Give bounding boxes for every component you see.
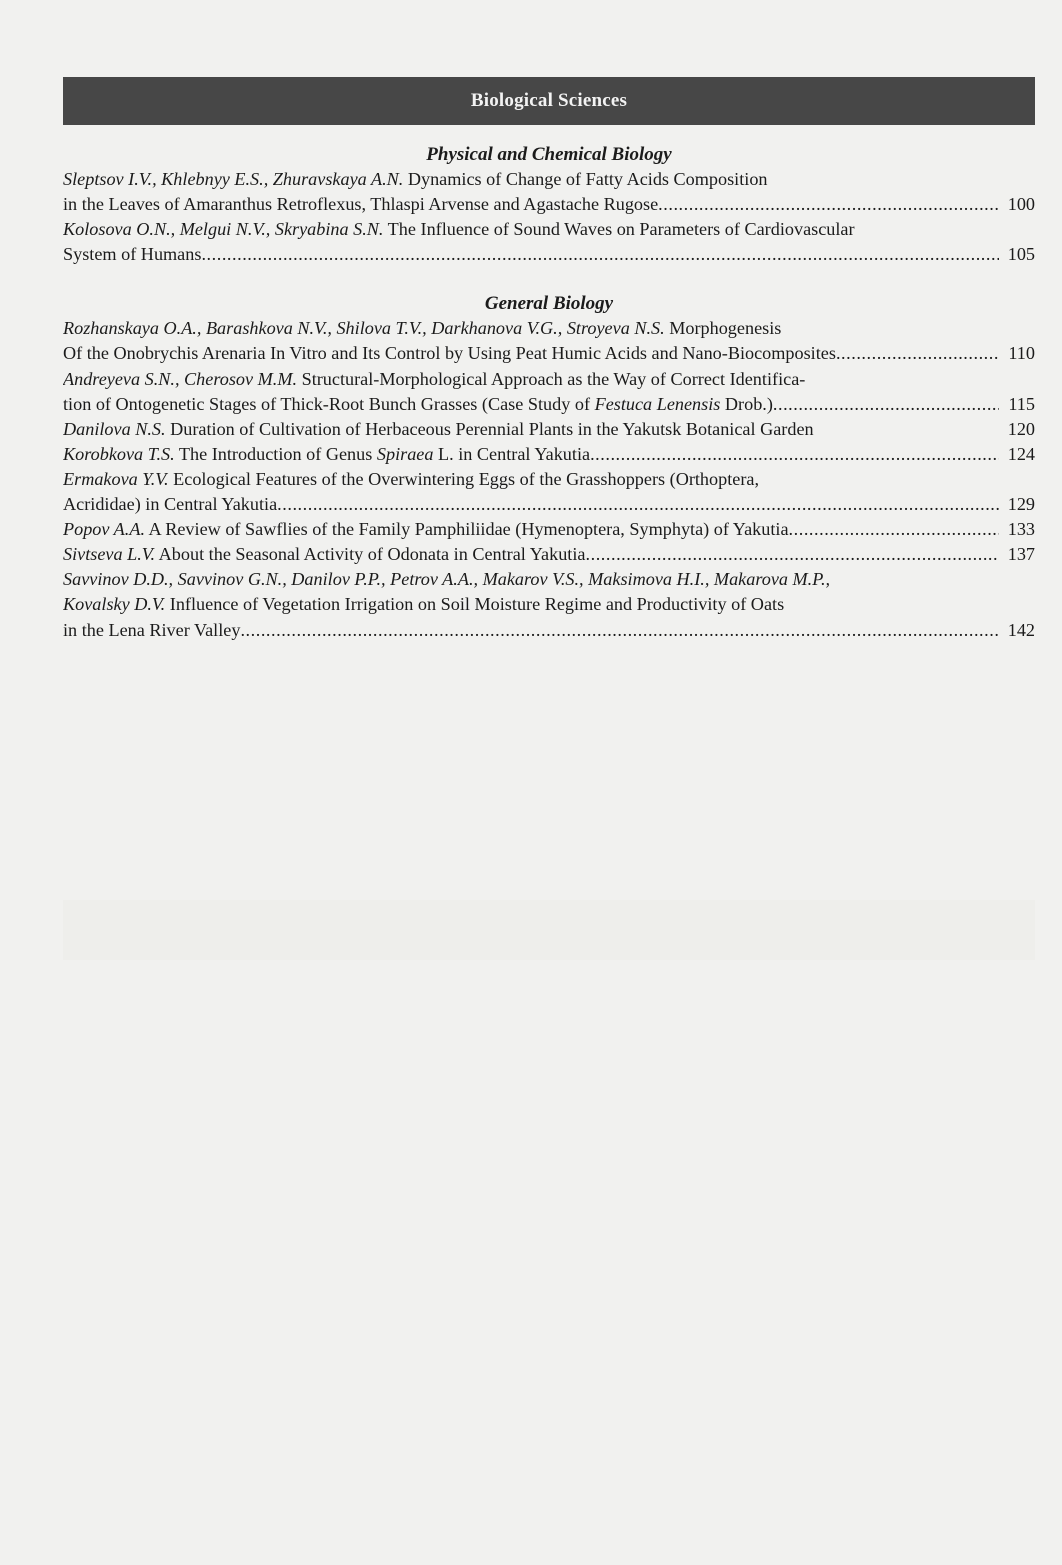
banner-title: Biological Sciences — [470, 90, 628, 111]
toc-entry-line — [63, 167, 1035, 192]
toc-entry-line[interactable] — [63, 392, 1035, 417]
entry-authors: Andreyeva S.N., Cherosov M.M. — [63, 368, 298, 389]
entry-authors: Sleptsov I.V., Khlebnyy E.S., Zhuravskaya A.N. — [63, 169, 404, 189]
show-through-band — [63, 900, 1035, 960]
toc-entry-line[interactable] — [63, 542, 1035, 567]
toc-entry-line[interactable] — [63, 242, 1035, 267]
page-number: 105 — [1007, 244, 1035, 265]
page-number: 120 — [1007, 418, 1035, 439]
entry-title: Ecological Features of the Overwintering Eggs of the Grasshoppers (Orthoptera, — [168, 468, 760, 489]
toc-entry-line[interactable] — [63, 492, 1035, 517]
toc-entry-line[interactable] — [63, 192, 1035, 217]
entry-authors: Ermakova Y.V. — [63, 468, 169, 489]
entry-title: System of Humans — [63, 244, 202, 265]
entry-title: About the Seasonal Activity of Odonata in Central Yakutia — [155, 544, 586, 565]
toc-entry-line — [63, 592, 1035, 617]
entry-title: The Introduction of Genus — [174, 443, 377, 464]
toc-entry-line — [63, 316, 1035, 341]
dot-leader — [773, 392, 999, 417]
entry-authors: Kovalsky D.V. — [63, 594, 166, 615]
dot-leader — [658, 192, 999, 217]
toc-entry-line[interactable] — [63, 517, 1035, 542]
entry-title: Dynamics of Change of Fatty Acids Composition — [403, 169, 768, 189]
toc-entry-line — [63, 567, 1035, 592]
page-number: 133 — [1007, 519, 1035, 540]
dot-leader — [201, 242, 999, 267]
entry-title: Drob.) — [720, 393, 773, 414]
page-number: 124 — [1007, 443, 1035, 464]
entry-authors: Sivtseva L.V. — [63, 544, 156, 565]
section-title-physical-chemical: Physical and Chemical Biology — [426, 144, 672, 165]
page-number: 142 — [1007, 619, 1035, 640]
entry-authors: Popov A.A. — [63, 519, 145, 540]
page-number: 100 — [1007, 194, 1035, 215]
dot-leader — [590, 442, 999, 467]
entry-title: Structural-Morphological Approach as the Way of Correct Identifica- — [297, 368, 806, 389]
entry-title: Morphogenesis — [664, 318, 782, 339]
toc-entry-line[interactable] — [63, 417, 1035, 442]
dot-leader — [586, 542, 1000, 567]
entry-authors: Danilova N.S. — [63, 418, 166, 439]
page-number: 137 — [1007, 544, 1035, 565]
entry-title: Duration of Cultivation of Herbaceous Perennial Plants in the Yakutsk Botanical Garden — [165, 418, 814, 439]
entry-authors: Rozhanskaya O.A., Barashkova N.V., Shilova T.V., Darkhanova V.G., Stroyeva N.S. — [63, 318, 665, 339]
species-name: Festuca Lenensis — [594, 393, 721, 414]
toc-entry-line[interactable] — [63, 618, 1035, 643]
entry-title: A Review of Sawflies of the Family Pamphiliidae (Hymenoptera, Symphyta) of Yakutia — [145, 519, 789, 540]
page-number: 129 — [1007, 494, 1035, 515]
entry-title: Acrididae) in Central Yakutia — [63, 494, 278, 515]
entry-title: Influence of Vegetation Irrigation on Soil Moisture Regime and Productivity of Oats — [165, 594, 785, 615]
page-number: 110 — [1008, 343, 1035, 364]
toc-entry-line — [63, 217, 1035, 242]
entry-authors: Kolosova O.N., Melgui N.V., Skryabina S.N. — [63, 219, 384, 240]
dot-leader — [277, 492, 999, 517]
entry-title: The Influence of Sound Waves on Parameters of Cardiovascular — [383, 219, 855, 240]
toc-entry-line[interactable] — [63, 442, 1035, 467]
toc-entry-line — [63, 367, 1035, 392]
section-banner — [63, 77, 1035, 125]
dot-leader — [836, 341, 999, 366]
entry-authors: Korobkova T.S. — [63, 443, 175, 464]
page-number: 115 — [1008, 393, 1035, 414]
entry-title: in the Leaves of Amaranthus Retroflexus, Thlaspi Arvense and Agastache Rugose — [63, 194, 659, 215]
entry-title: L. in Central Yakutia — [433, 443, 591, 464]
toc-entry-line — [63, 467, 1035, 492]
entry-title: in the Lena River Valley — [63, 619, 241, 640]
entry-title: tion of Ontogenetic Stages of Thick-Root Bunch Grasses (Case Study of — [63, 393, 595, 414]
entry-title: Of the Onobrychis Arenaria In Vitro and Its Control by Using Peat Humic Acids and Nano-Biocomposites — [63, 343, 836, 364]
section-title-general-biology: General Biology — [484, 293, 614, 315]
genus-name: Spiraea — [376, 443, 434, 464]
dot-leader — [240, 618, 999, 643]
table-of-contents — [63, 142, 1035, 643]
toc-entry-line[interactable] — [63, 341, 1035, 366]
dot-leader — [789, 517, 999, 542]
entry-authors: Savvinov D.D., Savvinov G.N., Danilov P.P., Petrov A.A., Makarov V.S., Maksimova H.I., Makarova M.P., — [63, 569, 831, 590]
